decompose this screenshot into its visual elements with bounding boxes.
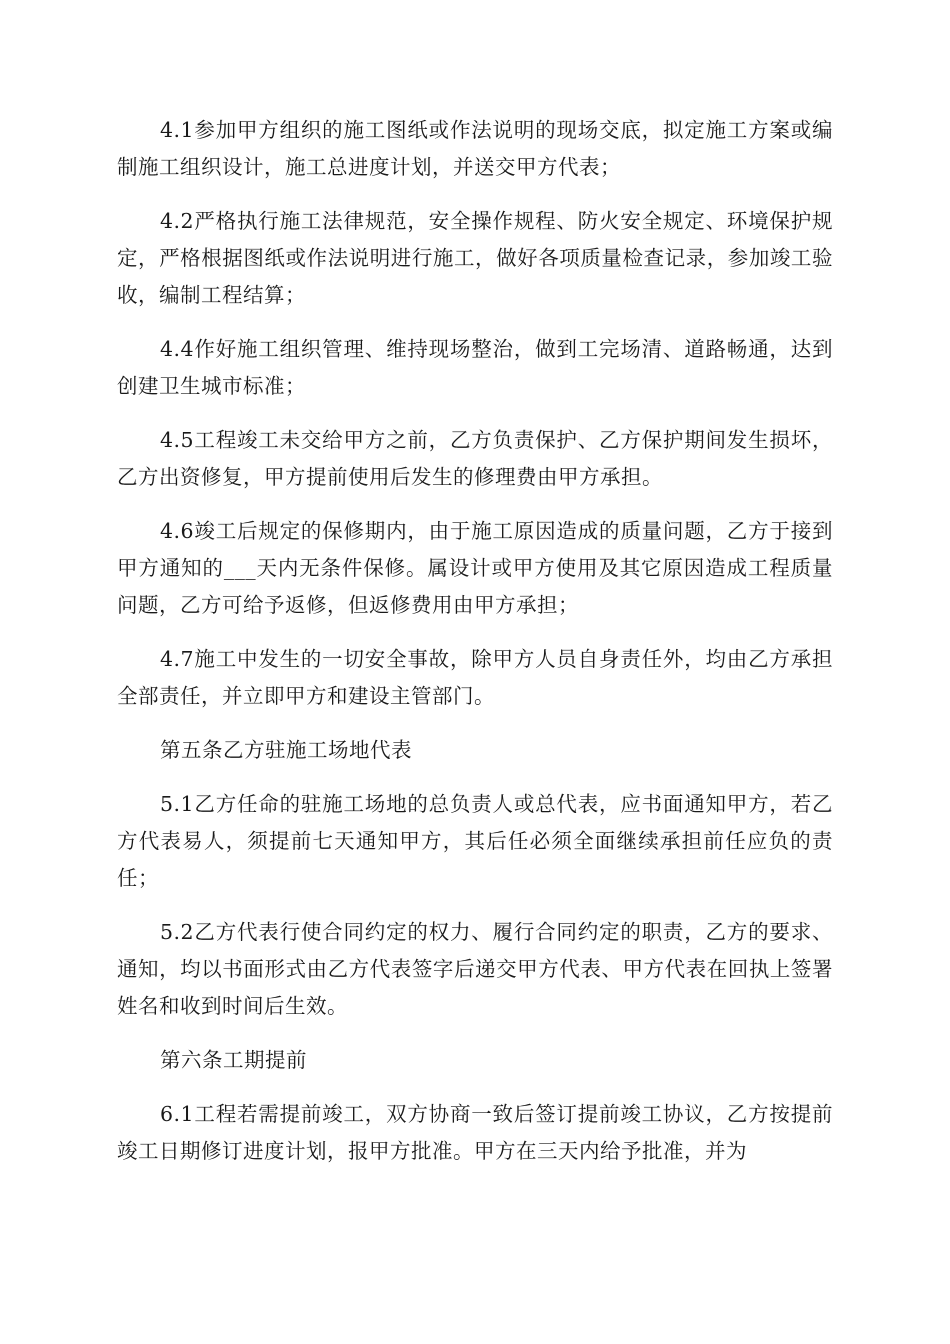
clause-5-1: 5.1乙方任命的驻施工场地的总负责人或总代表，应书面通知甲方，若乙方代表易人，须提前七天通知甲方，其后任必须全面继续承担前任应负的责任； [117,792,833,890]
clause-4-5: 4.5工程竣工未交给甲方之前，乙方负责保护、乙方保护期间发生损坏，乙方出资修复，甲方提前使用后发生的修理费由甲方承担。 [117,428,833,489]
clause-4-7: 4.7施工中发生的一切安全事故，除甲方人员自身责任外，均由乙方承担全部责任，并立即甲方和建设主管部门。 [117,647,833,708]
article-6-heading: 第六条工期提前 [160,1048,307,1072]
clause-4-1: 4.1参加甲方组织的施工图纸或作法说明的现场交底，拟定施工方案或编制施工组织设计，施工总进度计划，并送交甲方代表； [117,118,833,179]
clause-6-1: 6.1工程若需提前竣工，双方协商一致后签订提前竣工协议，乙方按提前竣工日期修订进度计划，报甲方批准。甲方在三天内给予批准，并为 [117,1102,833,1163]
clause-4-6: 4.6竣工后规定的保修期内，由于施工原因造成的质量问题，乙方于接到甲方通知的___天内无条件保修。属设计或甲方使用及其它原因造成工程质量问题，乙方可给予返修，但返修费用由甲方承担； [117,519,833,617]
document-body [117,112,833,1187]
clause-5-2: 5.2乙方代表行使合同约定的权力、履行合同约定的职责，乙方的要求、通知，均以书面形式由乙方代表签字后递交甲方代表、甲方代表在回执上签署姓名和收到时间后生效。 [117,920,833,1018]
clause-4-2: 4.2严格执行施工法律规范，安全操作规程、防火安全规定、环境保护规定，严格根据图纸或作法说明进行施工，做好各项质量检查记录，参加竣工验收，编制工程结算； [117,209,833,307]
clause-4-4: 4.4作好施工组织管理、维持现场整治，做到工完场清、道路畅通，达到创建卫生城市标准； [117,337,833,398]
article-5-heading: 第五条乙方驻施工场地代表 [160,738,412,762]
